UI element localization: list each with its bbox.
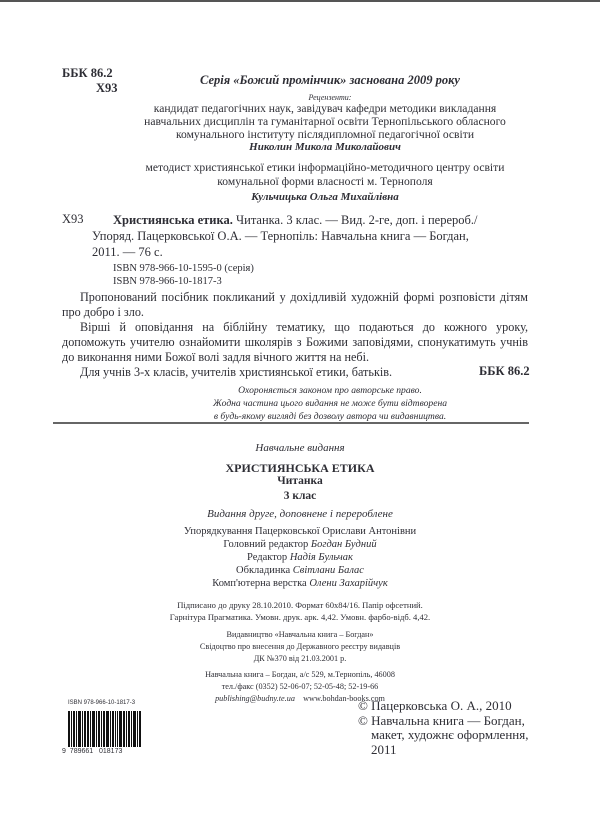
- label: Редактор: [247, 552, 288, 563]
- name: Світлани Балас: [292, 565, 364, 576]
- reviewer1-name: Николин Микола Миколайович: [249, 141, 401, 153]
- edition-note: Видання друге, доповнене і перероблене: [207, 508, 393, 520]
- phone: тел./факс (0352) 52-06-07; 52-05-48; 52-19-66: [221, 682, 379, 691]
- book-grade: 3 клас: [283, 490, 317, 502]
- print-info: [100, 599, 500, 623]
- credit-editor: [100, 551, 500, 564]
- text-line: кандидат педагогічних наук, завідувач кафедри методики викладання: [153, 102, 497, 115]
- website-link[interactable]: www.bohdan-books.com: [303, 694, 385, 703]
- digit: 9: [62, 748, 66, 755]
- catalog-index: Х93: [62, 212, 84, 226]
- credit-chief-editor: [100, 538, 500, 551]
- name: Олени Захарійчук: [309, 578, 388, 589]
- text-line: Свідоцтво про внесення до Державного реєстру видавців: [199, 642, 401, 651]
- reviewers-label: Рецензенти:: [308, 93, 352, 102]
- bbk-code: ББК 86.2: [62, 66, 113, 80]
- label: Обкладинка: [236, 565, 291, 576]
- barcode-digits: [62, 748, 122, 755]
- address: Навчальна книга – Богдан, а/с 529, м.Тернопіль, 46008: [205, 670, 395, 679]
- text-line: Видавництво «Навчальна книга – Богдан»: [226, 630, 374, 639]
- reviewer1-description: [90, 102, 560, 141]
- copyright-notice: [100, 384, 560, 423]
- catalog-entry-cont: [92, 228, 469, 260]
- text-line: навчальних дисциплін та гуманітарної освіти Тернопільського обласного: [144, 115, 506, 128]
- reviewer2-name: Кульчицька Ольга Михайлівна: [251, 191, 399, 203]
- text-line: Гарнітура Прагматика. Умовн. друк. арк. 4,42. Умовн. фарбо-відб. 4,42.: [169, 612, 431, 622]
- catalog-entry: [113, 212, 477, 228]
- digits-right: 018173: [99, 748, 123, 755]
- isbn-book: ISBN 978-966-10-1817-3: [113, 276, 222, 287]
- credit-cover: [100, 564, 500, 577]
- text-line: Читанка. 3 клас. — Вид. 2-ге, доп. і перероб./: [236, 213, 478, 227]
- text-line: ДК №370 від 21.03.2001 р.: [253, 654, 347, 663]
- text-line: Упоряд. Пацерковської О.А. — Тернопіль: Навчальна книга — Богдан,: [92, 229, 469, 243]
- label: Комп'ютерна верстка: [212, 578, 307, 589]
- text-line: комунальної форми власності м. Тернополя: [217, 174, 433, 188]
- email-link[interactable]: publishing@budny.te.ua: [215, 694, 295, 703]
- publisher-info: [100, 629, 500, 665]
- text-line: макет, художнє оформлення,: [371, 727, 529, 742]
- text-line: 2011. — 76 с.: [92, 245, 163, 259]
- book-subtitle: Читанка: [277, 475, 323, 487]
- index-code: Х93: [96, 81, 118, 95]
- series-title: Серія «Божий промінчик» заснована 2009 року: [200, 73, 460, 87]
- credit-compiler: Упорядкування Пацерковської Орислави Антонівни: [183, 526, 417, 537]
- label: Головний редактор: [223, 539, 309, 550]
- text-line: © Навчальна книга — Богдан,: [358, 712, 525, 728]
- barcode-isbn: ISBN 978-966-10-1817-3: [68, 700, 136, 706]
- section-divider: [53, 422, 529, 424]
- barcode: [68, 711, 152, 747]
- credit-layout: [100, 577, 500, 590]
- text-line: в будь-якому вигляді без дозволу автора чи видавництва.: [213, 411, 447, 422]
- text-line: Підписано до друку 28.10.2010. Формат 60х84/16. Папір офсетний.: [177, 600, 423, 610]
- annotation-paragraph: Пропонований посібник покликаний у дохідливій художній формі розповісти дітям про добро і зло.: [62, 290, 528, 319]
- copyright-holders: [358, 699, 528, 757]
- catalog-title: Християнська етика.: [113, 213, 233, 227]
- credits: [100, 525, 500, 590]
- isbn-list: [113, 262, 254, 288]
- text-line: © Пацерковська О. А., 2010: [358, 698, 512, 713]
- isbn-series: ISBN 978-966-10-1595-0 (серія): [113, 263, 254, 274]
- text-line: комунального інституту післядипломної педагогічної освіти: [175, 128, 475, 141]
- text-line: Охороняється законом про авторське право.: [238, 385, 422, 396]
- name: Богдан Будний: [310, 539, 377, 550]
- text-line: методист християнської етики інформаційно-методичного центру освіти: [145, 161, 505, 174]
- edition-type: Навчальне видання: [255, 442, 345, 454]
- name: Надія Бульчак: [289, 552, 353, 563]
- book-title: ХРИСТИЯНСЬКА ЕТИКА: [225, 461, 375, 475]
- annotation-paragraph: Вірші й оповідання на біблійну тематику, що подаються до кожного уроку, допоможуть учителю ознайомити школярів з Божими заповідями, спонукатимуть учнів до виконання ними Божої волі задля вічного життя на небі.: [62, 320, 528, 364]
- digits-left: 789661: [69, 748, 94, 755]
- reviewer2-description: [90, 161, 560, 188]
- text-line: 2011: [371, 741, 397, 757]
- bbk-code-bottom: ББК 86.2: [479, 364, 530, 378]
- text-line: Жодна частина цього видання не може бути відтворена: [212, 398, 448, 409]
- page-top-border: [0, 0, 600, 2]
- annotation-audience: Для учнів 3-х класів, учителів християнської етики, батьків.: [80, 365, 393, 379]
